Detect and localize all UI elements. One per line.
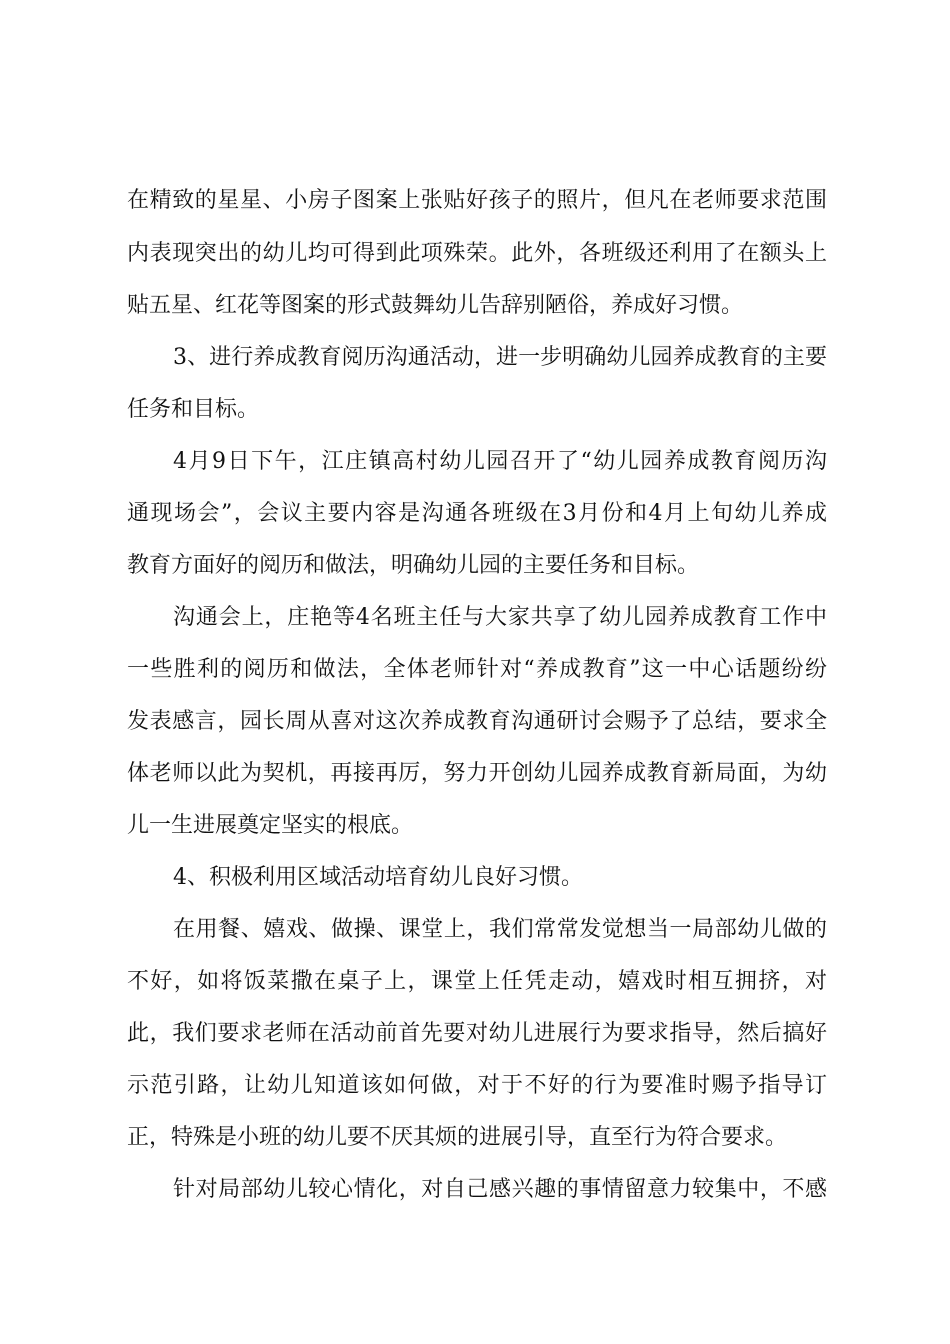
text-line: 在精致的星星、小房子图案上张贴好孩子的照片，但凡在老师要求范围 — [127, 188, 827, 213]
text-line: 沟通会上，庄艳等4名班主任与大家共享了幼儿园养成教育工作中 — [173, 605, 827, 630]
text-line: 针对局部幼儿较心情化，对自己感兴趣的事情留意力较集中，不感 — [173, 1177, 827, 1202]
text-line: 儿一生进展奠定坚实的根底。 — [127, 813, 414, 838]
text-line: 发表感言，园长周从喜对这次养成教育沟通研讨会赐予了总结，要求全 — [127, 709, 827, 734]
text-line: 示范引路，让幼儿知道该如何做，对于不好的行为要准时赐予指导订 — [127, 1073, 827, 1098]
text-line: 教育方面好的阅历和做法，明确幼儿园的主要任务和目标。 — [127, 553, 700, 578]
text-line: 4月9日下午，江庄镇高村幼儿园召开了“幼儿园养成教育阅历沟 — [173, 449, 827, 474]
text-line: 通现场会”，会议主要内容是沟通各班级在3月份和4月上旬幼儿养成 — [127, 501, 827, 526]
text-line: 一些胜利的阅历和做法，全体老师针对“养成教育”这一中心话题纷纷 — [127, 657, 827, 682]
text-line: 体老师以此为契机，再接再厉，努力开创幼儿园养成教育新局面，为幼 — [127, 761, 827, 786]
text-line: 在用餐、嬉戏、做操、课堂上，我们常常发觉想当一局部幼儿做的 — [173, 917, 827, 942]
text-line: 贴五星、红花等图案的形式鼓舞幼儿告辞别陋俗，养成好习惯。 — [127, 293, 744, 318]
heading-line: 任务和目标。 — [127, 397, 260, 422]
text-line: 此，我们要求老师在活动前首先要对幼儿进展行为要求指导，然后搞好 — [127, 1021, 827, 1046]
heading-line: 3、进行养成教育阅历沟通活动，进一步明确幼儿园养成教育的主要 — [173, 345, 827, 370]
text-line: 正，特殊是小班的幼儿要不厌其烦的进展引导，直至行为符合要求。 — [127, 1125, 788, 1150]
heading-line: 4、积极利用区域活动培育幼儿良好习惯。 — [173, 865, 583, 890]
text-line: 不好，如将饭菜撒在桌子上，课堂上任凭走动，嬉戏时相互拥挤，对 — [127, 969, 827, 994]
text-line: 内表现突出的幼儿均可得到此项殊荣。此外，各班级还利用了在额头上 — [127, 241, 827, 266]
